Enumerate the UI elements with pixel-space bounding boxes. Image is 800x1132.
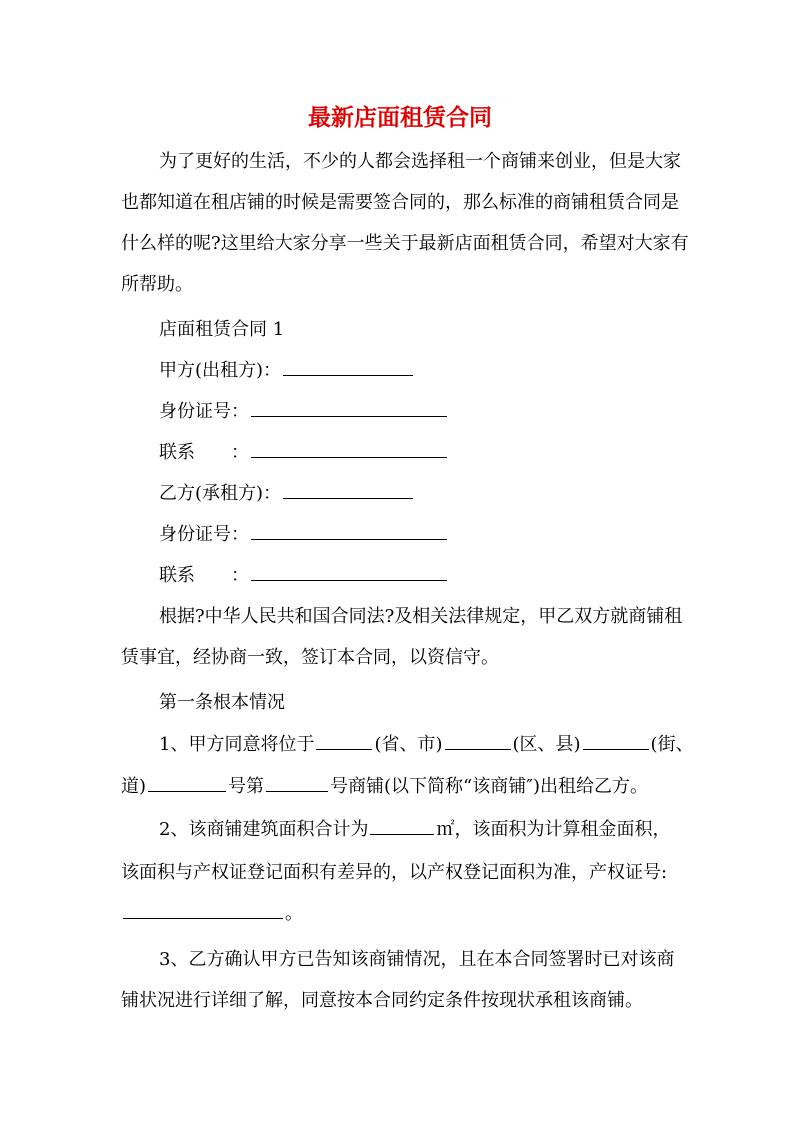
clause-1-text: 号商铺(以下简称“该商铺″)出租给乙方。 <box>330 776 649 797</box>
area-blank <box>370 819 434 835</box>
clause-3-paragraph: 3、乙方确认甲方已告知该商铺情况，且在本合同签署时已对该商铺状况进行详细了解，同意按本合同约定条件按现状承租该商铺。 <box>121 949 675 1011</box>
province-blank <box>316 734 372 750</box>
street-blank <box>583 734 649 750</box>
party-a-blank <box>283 360 413 376</box>
section-heading: 店面租赁合同 1 <box>159 319 285 340</box>
clause-2-line-3 <box>121 893 303 934</box>
clause-1-line-2 <box>121 766 648 807</box>
clause-2-line-2: 该面积与产权证登记面积有差异的，以产权登记面积为准，产权证号: <box>121 862 668 883</box>
clause-1-text: (区、县) <box>512 734 581 755</box>
basis-paragraph: 根据?中华人民共和国合同法?及相关法律规定，甲乙双方就商铺租赁事宜，经协商一致，签订本合同，以资信守。 <box>121 606 683 668</box>
party-a-contact-label: 联系 ： <box>159 442 249 463</box>
clause-1-line-1 <box>159 724 694 765</box>
clause-2-text: ㎡，该面积为计算租金面积， <box>436 819 671 840</box>
clause-2-line-1 <box>159 809 670 850</box>
certificate-number-blank <box>123 903 283 919</box>
clause-1-text: 道) <box>121 776 147 797</box>
party-a-contact-blank <box>251 442 447 458</box>
party-b-id-label: 身份证号： <box>159 524 249 545</box>
party-a-id-blank <box>251 401 447 417</box>
article-one-heading: 第一条根本情况 <box>159 692 285 713</box>
number-blank <box>148 776 226 792</box>
clause-1-text: (街、 <box>650 734 694 755</box>
party-b-label: 乙方(承租方)： <box>159 483 282 504</box>
party-a-row <box>159 350 415 391</box>
party-b-contact-row <box>159 555 449 596</box>
party-a-id-label: 身份证号： <box>159 401 249 422</box>
document-title: 最新店面租赁合同 <box>308 104 492 131</box>
party-b-id-blank <box>251 524 447 540</box>
clause-2-text: 。 <box>285 903 303 924</box>
party-a-label: 甲方(出租方)： <box>159 360 282 381</box>
clause-2-text: 2、该商铺建筑面积合计为 <box>159 819 369 840</box>
clause-1-text: (省、市) <box>374 734 443 755</box>
intro-paragraph: 为了更好的生活，不少的人都会选择租一个商铺来创业，但是大家也都知道在租店铺的时候是需要签合同的，那么标准的商铺租赁合同是什么样的呢?这里给大家分享一些关于最新店面租赁合同，希望对大家有所帮助。 <box>121 151 689 295</box>
shop-number-blank <box>266 776 328 792</box>
party-a-contact-row <box>159 432 449 473</box>
party-a-id-row <box>159 391 449 432</box>
party-b-row <box>159 473 415 514</box>
district-blank <box>445 734 511 750</box>
party-b-contact-label: 联系 ： <box>159 565 249 586</box>
party-b-contact-blank <box>251 565 447 581</box>
clause-1-text: 1、甲方同意将位于 <box>159 734 315 755</box>
party-b-id-row <box>159 514 449 555</box>
party-b-blank <box>283 483 413 499</box>
clause-1-text: 号第 <box>228 776 265 797</box>
